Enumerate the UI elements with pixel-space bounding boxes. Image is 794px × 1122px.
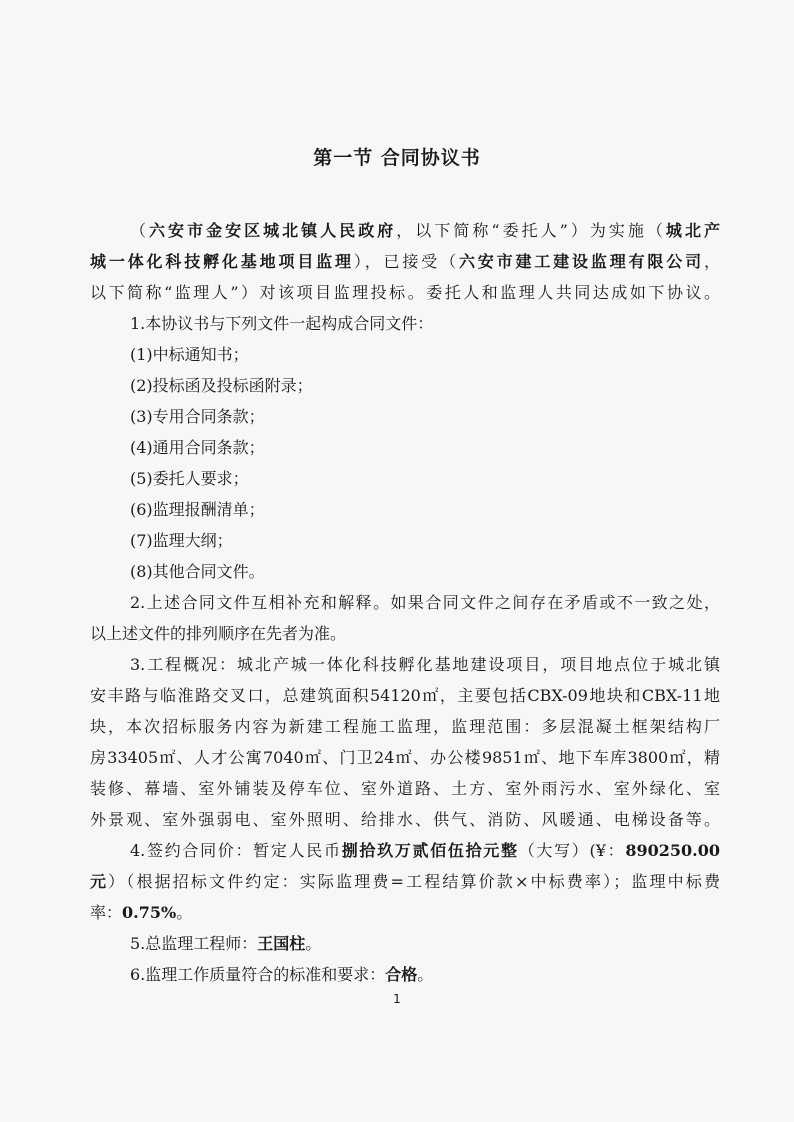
text-segment: (7)监理大纲； <box>130 531 233 550</box>
text-segment: (2)投标函及投标函附录； <box>130 376 313 395</box>
text-segment: （大写）(¥： <box>518 841 626 860</box>
paragraph-line <box>130 962 720 988</box>
paragraph-line <box>90 869 720 895</box>
bold-text: 合格 <box>385 965 418 984</box>
text-segment: （ <box>130 221 150 240</box>
text-segment: 2.上述合同文件互相补充和解释。如果合同文件之间存在矛盾或不一致之处， <box>130 593 720 612</box>
paragraph-line <box>130 435 720 461</box>
text-segment: 。 <box>176 903 193 922</box>
bold-text: 捌拾玖万贰佰伍拾元整 <box>341 841 519 860</box>
text-segment: 块，本次招标服务内容为新建工程施工监理，监理范围：多层混凝土框架结构厂 <box>90 717 720 736</box>
bold-text: 王国柱 <box>257 934 306 953</box>
section-title: 第一节 合同协议书 <box>313 147 481 169</box>
text-segment: 安丰路与临淮路交叉口，总建筑面积54120㎡，主要包括CBX-09地块和CBX-11地 <box>90 686 720 705</box>
paragraph-line <box>90 621 720 647</box>
bold-text: 城一体化科技孵化基地项目监理 <box>90 252 354 271</box>
text-segment: (3)专用合同条款； <box>130 407 265 426</box>
text-segment: ）（根据招标文件约定：实际监理费=工程结算价款×中标费率）；监理中标费 <box>108 872 720 891</box>
text-segment: 以上述文件的排列顺序在先者为准。 <box>90 624 347 643</box>
paragraph-line <box>90 745 720 771</box>
text-segment: 房33405㎡、人才公寓7040㎡、门卫24㎡、办公楼9851㎡、地下车库3800㎡，精 <box>90 748 720 767</box>
paragraph-line <box>130 218 720 244</box>
text-segment: ，以下简称“委托人”）为实施（ <box>396 221 666 240</box>
paragraph-line <box>130 931 720 957</box>
text-segment: 4.签约合同价：暂定人民币 <box>130 841 342 860</box>
text-segment: (5)委托人要求； <box>130 469 249 488</box>
text-segment: 。 <box>305 934 322 953</box>
paragraph-line <box>130 342 720 368</box>
text-segment: ， <box>703 252 720 271</box>
page-number: 1 <box>393 992 401 1006</box>
bold-text: 六安市金安区城北镇人民政府 <box>149 221 397 240</box>
bold-text: 城北产 <box>665 221 720 240</box>
paragraph-line <box>130 404 720 430</box>
paragraph-line <box>130 373 720 399</box>
text-segment: (8)其他合同文件。 <box>130 562 265 581</box>
text-segment: (1)中标通知书； <box>130 345 249 364</box>
text-segment: 外景观、室外强弱电、室外照明、给排水、供气、消防、风暖通、电梯设备等。 <box>90 810 720 829</box>
paragraph-line <box>90 683 720 709</box>
paragraph-line <box>90 776 720 802</box>
paragraph-line <box>130 466 720 492</box>
paragraph-line <box>130 528 720 554</box>
text-segment: 6.监理工作质量符合的标准和要求： <box>130 965 386 984</box>
bold-text: 元 <box>90 872 109 891</box>
paragraph-line <box>90 280 720 306</box>
paragraph-line <box>130 311 720 337</box>
bold-text: 0.75% <box>122 903 177 922</box>
text-segment: 1.本协议书与下列文件一起构成合同文件： <box>130 314 434 333</box>
paragraph-line <box>90 714 720 740</box>
text-segment: 。 <box>417 965 434 984</box>
bold-text: 六安市建工建设监理有限公司 <box>458 252 704 271</box>
paragraph-line <box>90 807 720 833</box>
text-segment: 5.总监理工程师： <box>130 934 258 953</box>
paragraph-line <box>130 559 720 585</box>
text-segment: 率： <box>90 903 123 922</box>
paragraph-line <box>130 497 720 523</box>
text-segment: ），已接受（ <box>353 252 459 271</box>
text-segment: 3.工程概况：城北产城一体化科技孵化基地建设项目，项目地点位于城北镇 <box>130 655 720 674</box>
bold-text: 890250.00 <box>625 841 720 860</box>
paragraph-line <box>130 838 720 864</box>
text-segment: 以下简称“监理人”）对该项目监理投标。委托人和监理人共同达成如下协议。 <box>90 283 720 302</box>
paragraph-line <box>90 900 720 926</box>
text-segment: (6)监理报酬清单； <box>130 500 265 519</box>
text-segment: 装修、幕墙、室外铺装及停车位、室外道路、土方、室外雨污水、室外绿化、室 <box>90 779 720 798</box>
text-segment: (4)通用合同条款； <box>130 438 265 457</box>
paragraph-line <box>130 652 720 678</box>
paragraph-line <box>90 249 720 275</box>
paragraph-line <box>130 590 720 616</box>
